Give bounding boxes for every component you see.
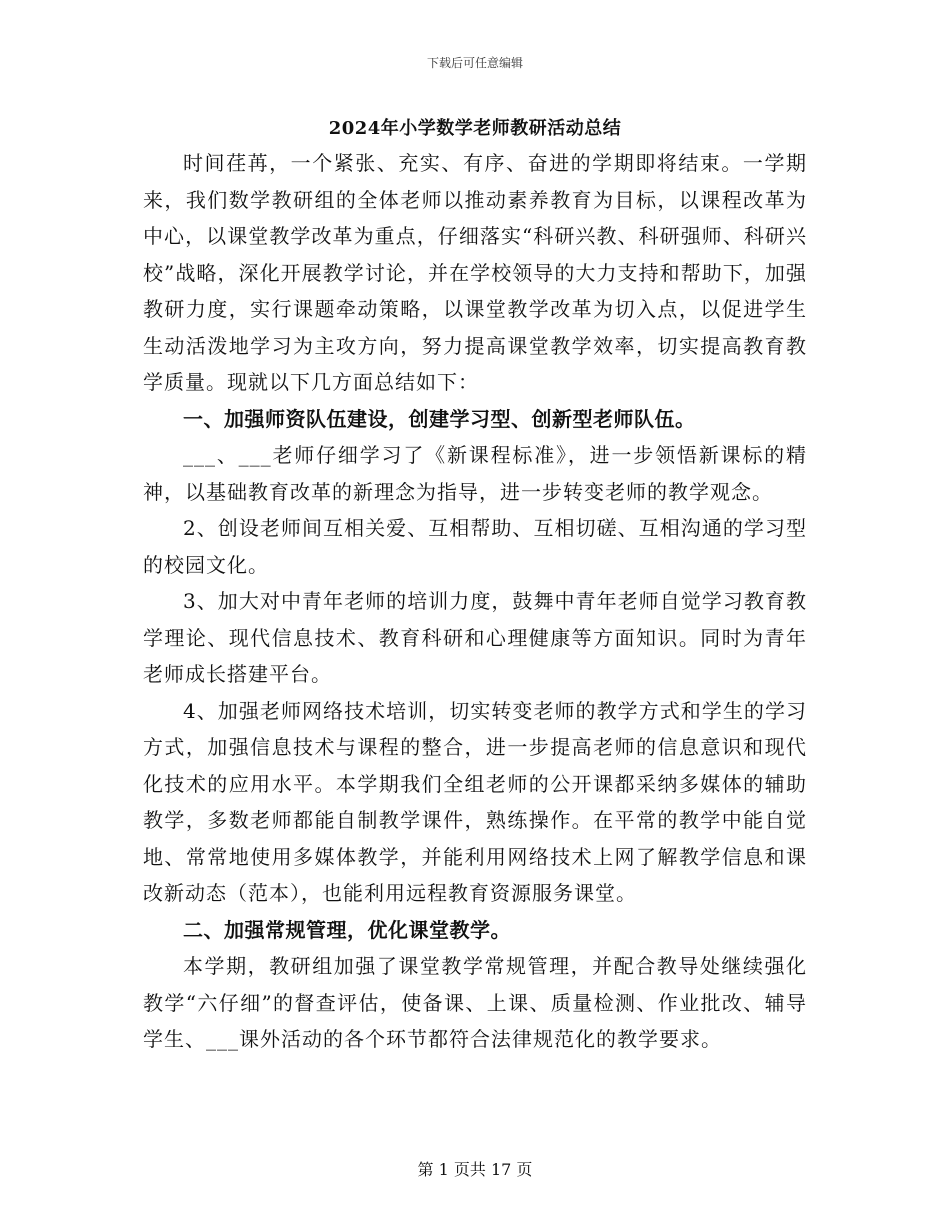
paragraph-item-4: 4、加强老师网络技术培训，切实转变老师的教学方式和学生的学习方式，加强信息技术与课程的整合，进一步提高老师的信息意识和现代化技术的应用水平。本学期我们全组老师的公开课都采纳多媒体的辅助教学，多数老师都能自制教学课件，熟练操作。在平常的教学中能自觉地、常常地使用多媒体教学，并能利用网络技术上网了解教学信息和课改新动态（范本），也能利用远程教育资源服务课堂。	[143, 698, 807, 905]
section-heading-2: 二、加强常规管理，优化课堂教学。	[183, 917, 511, 942]
document-body	[143, 145, 807, 1058]
page-number: 第 1 页共 17 页	[417, 1160, 533, 1179]
paragraph-item-2: 2、创设老师间互相关爱、互相帮助、互相切磋、互相沟通的学习型的校园文化。	[143, 516, 807, 577]
paragraph-item-1: ___、___老师仔细学习了《新课程标准》，进一步领悟新课标的精神，以基础教育改革的新理念为指导，进一步转变老师的教学观念。	[143, 443, 807, 504]
section-2-paragraph: 本学期，教研组加强了课堂教学常规管理，并配合教导处继续强化教学“六仔细”的督查评估，使备课、上课、质量检测、作业批改、辅导学生、___课外活动的各个环节都符合法律规范化的教学要求。	[143, 954, 807, 1051]
document-title: 2024年小学数学老师教研活动总结	[328, 118, 622, 139]
intro-paragraph: 时间荏苒，一个紧张、充实、有序、奋进的学期即将结束。一学期来，我们数学教研组的全体老师以推动素养教育为目标，以课程改革为中心，以课堂教学改革为重点，仔细落实“科研兴教、科研强师、科研兴校”战略，深化开展教学讨论，并在学校领导的大力支持和帮助下，加强教研力度，实行课题牵动策略，以课堂教学改革为切入点，以促进学生生动活泼地学习为主攻方向，努力提高课堂教学效率，切实提高教育教学质量。现就以下几方面总结如下：	[143, 151, 807, 394]
section-heading-1: 一、加强师资队伍建设，创建学习型、创新型老师队伍。	[183, 406, 696, 431]
header-note: 下载后可任意编辑	[426, 56, 523, 70]
paragraph-item-3: 3、加大对中青年老师的培训力度，鼓舞中青年老师自觉学习教育教学理论、现代信息技术、教育科研和心理健康等方面知识。同时为青年老师成长搭建平台。	[143, 589, 807, 686]
